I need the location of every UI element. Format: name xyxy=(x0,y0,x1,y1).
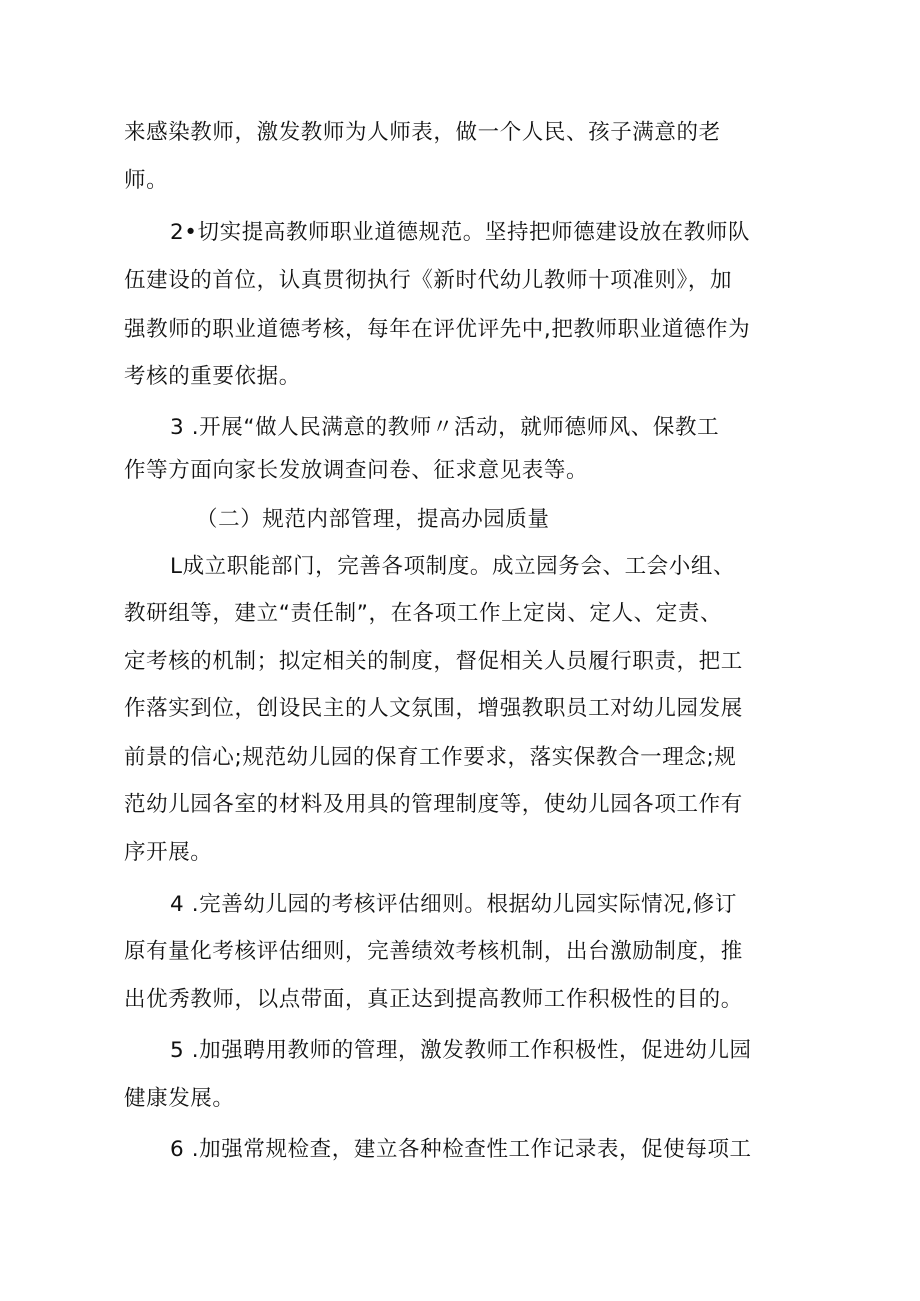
text-line: 范幼儿园各室的材料及用具的管理制度等，使幼儿园各项工作有 xyxy=(124,792,743,817)
text-line: 前景的信心;规范幼儿园的保育工作要求，落实保教合一理念;规 xyxy=(124,745,737,770)
text-line: 定考核的机制；拟定相关的制度，督促相关人员履行职责，把工 xyxy=(124,649,743,674)
paragraph-start-line: 4 .完善幼儿园的考核评估细则。根据幼儿园实际情况,修订 xyxy=(170,892,737,917)
text-line: 健康发展。 xyxy=(124,1086,235,1111)
text-line: 原有量化考核评估细则，完善绩效考核机制，出台激励制度，推 xyxy=(124,939,743,964)
text-line: 序开展。 xyxy=(124,840,213,865)
text-line: 来感染教师，激发教师为人师表，做一个人民、孩子满意的老 xyxy=(124,120,721,145)
text-line: 师。 xyxy=(124,168,169,193)
text-line: 考核的重要依据。 xyxy=(124,364,301,389)
paragraph-start-line: 2•切实提高教师职业道德规范。坚持把师德建设放在教师队 xyxy=(170,220,751,245)
section-heading: （二）规范内部管理，提高办园质量 xyxy=(196,507,550,532)
text-line: 作等方面向家长发放调查问卷、征求意见表等。 xyxy=(124,458,589,483)
text-line: 教研组等，建立“责任制”，在各项工作上定岗、定人、定责、 xyxy=(124,601,723,626)
paragraph-start-line: 3 .开展“做人民满意的教师〃活动，就师德师风、保教工 xyxy=(170,415,720,440)
text-line: 伍建设的首位，认真贯彻执行《新时代幼儿教师十项准则》，加 xyxy=(124,268,733,293)
text-line: 强教师的职业道德考核，每年在评优评先中,把教师职业道德作为 xyxy=(124,317,751,342)
text-line: 出优秀教师，以点带面，真正达到提高教师工作积极性的目的。 xyxy=(124,987,743,1012)
paragraph-start-line: 6 .加强常规检查，建立各种检查性工作记录表，促使每项工 xyxy=(170,1137,752,1162)
paragraph-start-line: L成立职能部门，完善各项制度。成立园务会、工会小组、 xyxy=(170,554,736,579)
text-line: 作落实到位，创设民主的人文氛围，增强教职员工对幼儿园发展 xyxy=(124,696,743,721)
paragraph-start-line: 5 .加强聘用教师的管理，激发教师工作积极性，促进幼儿园 xyxy=(170,1038,752,1063)
